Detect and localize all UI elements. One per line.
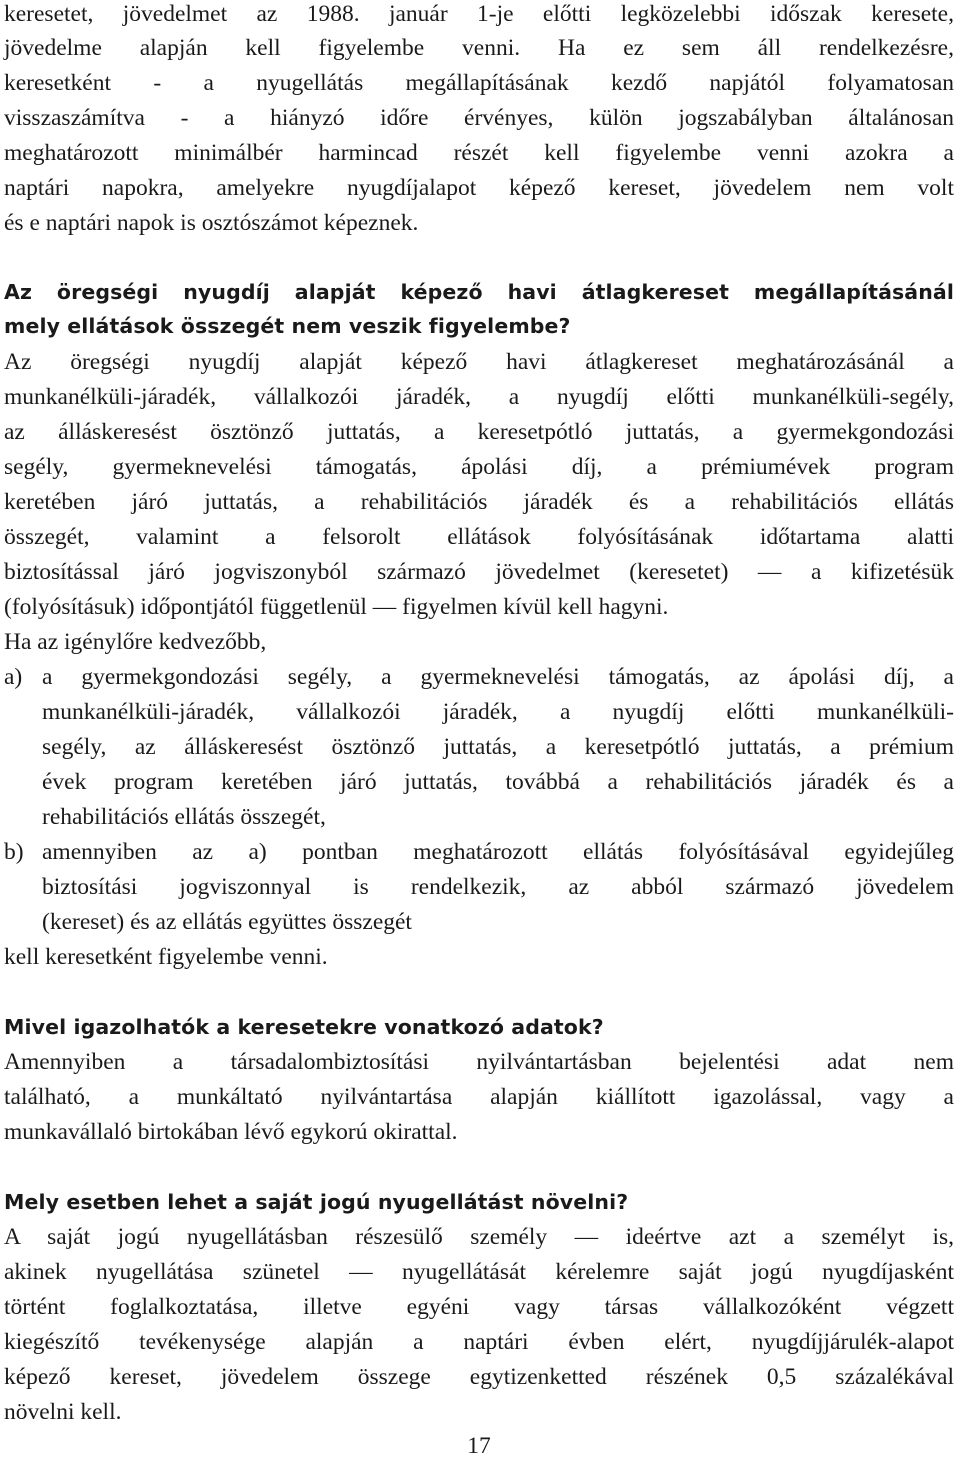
- text-line: segély, gyermeknevelési támogatás, ápolási díj, a prémiumévek program: [4, 454, 954, 480]
- text-line: képező kereset, jövedelem összege egytizenketted részének 0,5 százalékával: [4, 1364, 954, 1390]
- text-line: Amennyiben a társadalombiztosítási nyilvántartásban bejelentési adat nem: [4, 1049, 954, 1075]
- text-line: és e naptári napok is osztószámot képeznek.: [4, 210, 419, 236]
- text-line: évek program keretében járó juttatás, továbbá a rehabilitációs járadék és a: [42, 769, 954, 795]
- text-line: Az öregségi nyugdíj alapját képező havi átlagkereset meghatározásánál a: [4, 349, 954, 375]
- text-line: a gyermekgondozási segély, a gyermeknevelési támogatás, az ápolási díj, a: [42, 664, 954, 690]
- text-line: munkanélküli-járadék, vállalkozói járadék, a nyugdíj előtti munkanélküli-: [42, 699, 954, 725]
- text-line: növelni kell.: [4, 1399, 122, 1425]
- page-number: 17: [467, 1433, 491, 1459]
- text-line: biztosítási jogviszonnyal is rendelkezik, az abból származó jövedelem: [42, 874, 954, 900]
- text-line: meghatározott minimálbér harmincad részét kell figyelembe venni azokra a: [4, 140, 954, 166]
- text-line: naptári napokra, amelyekre nyugdíjalapot képező kereset, jövedelem nem volt: [4, 175, 954, 201]
- text-line: az álláskeresést ösztönző juttatás, a keresetpótló juttatás, a gyermekgondozási: [4, 419, 954, 445]
- text-line: található, a munkáltató nyilvántartása alapján kiállított igazolással, vagy a: [4, 1084, 954, 1110]
- text-line: jövedelme alapján kell figyelembe venni. Ha ez sem áll rendelkezésre,: [4, 35, 954, 61]
- text-line: biztosítással járó jogviszonyból származó jövedelmet (keresetet) — a kifizetésük: [4, 559, 954, 585]
- text-line: kiegészítő tevékenysége alapján a naptári évben elért, nyugdíjjárulék-alapot: [4, 1329, 954, 1355]
- text-line: akinek nyugellátása szünetel — nyugellátását kérelemre saját jogú nyugdíjasként: [4, 1259, 954, 1285]
- heading-line: Az öregségi nyugdíj alapját képező havi átlagkereset megállapításánál: [4, 280, 954, 304]
- text-line: (folyósításuk) időpontjától függetlenül — figyelmen kívül kell hagyni.: [4, 594, 669, 620]
- text-line: visszaszámítva - a hiányzó időre érvényes, külön jogszabályban általánosan: [4, 105, 954, 131]
- section-heading: Mivel igazolhatók a keresetekre vonatkozó adatok?: [4, 1015, 604, 1039]
- text-line: keresetet, jövedelmet az 1988. január 1-je előtti legközelebbi időszak keresete,: [4, 1, 954, 27]
- list-marker: b): [4, 839, 24, 865]
- text-line: keresetként - a nyugellátás megállapításának kezdő napjától folyamatosan: [4, 70, 954, 96]
- text-line: A saját jogú nyugellátásban részesülő személy — ideértve azt a személyt is,: [4, 1224, 954, 1250]
- text-line: történt foglalkoztatása, illetve egyéni vagy társas vállalkozóként végzett: [4, 1294, 954, 1320]
- text-line: rehabilitációs ellátás összegét,: [42, 804, 326, 830]
- section-heading: Mely esetben lehet a saját jogú nyugellátást növelni?: [4, 1190, 629, 1214]
- text-line: (kereset) és az ellátás együttes összegét: [42, 909, 412, 935]
- list-marker: a): [4, 664, 23, 690]
- heading-line: mely ellátások összegét nem veszik figyelembe?: [4, 314, 571, 338]
- text-line: összegét, valamint a felsorolt ellátások folyósításának időtartama alatti: [4, 524, 954, 550]
- text-line: munkanélküli-járadék, vállalkozói járadék, a nyugdíj előtti munkanélküli-segély,: [4, 384, 954, 410]
- text-line: segély, az álláskeresést ösztönző juttatás, a keresetpótló juttatás, a prémium: [42, 734, 954, 760]
- list-lead: Ha az igénylőre kedvezőbb,: [4, 629, 267, 655]
- closing-line: kell keresetként figyelembe venni.: [4, 944, 328, 970]
- text-line: keretében járó juttatás, a rehabilitációs járadék és a rehabilitációs ellátás: [4, 489, 954, 515]
- text-line: amennyiben az a) pontban meghatározott ellátás folyósításával egyidejűleg: [42, 839, 954, 865]
- text-line: munkavállaló birtokában lévő egykorú okirattal.: [4, 1119, 458, 1145]
